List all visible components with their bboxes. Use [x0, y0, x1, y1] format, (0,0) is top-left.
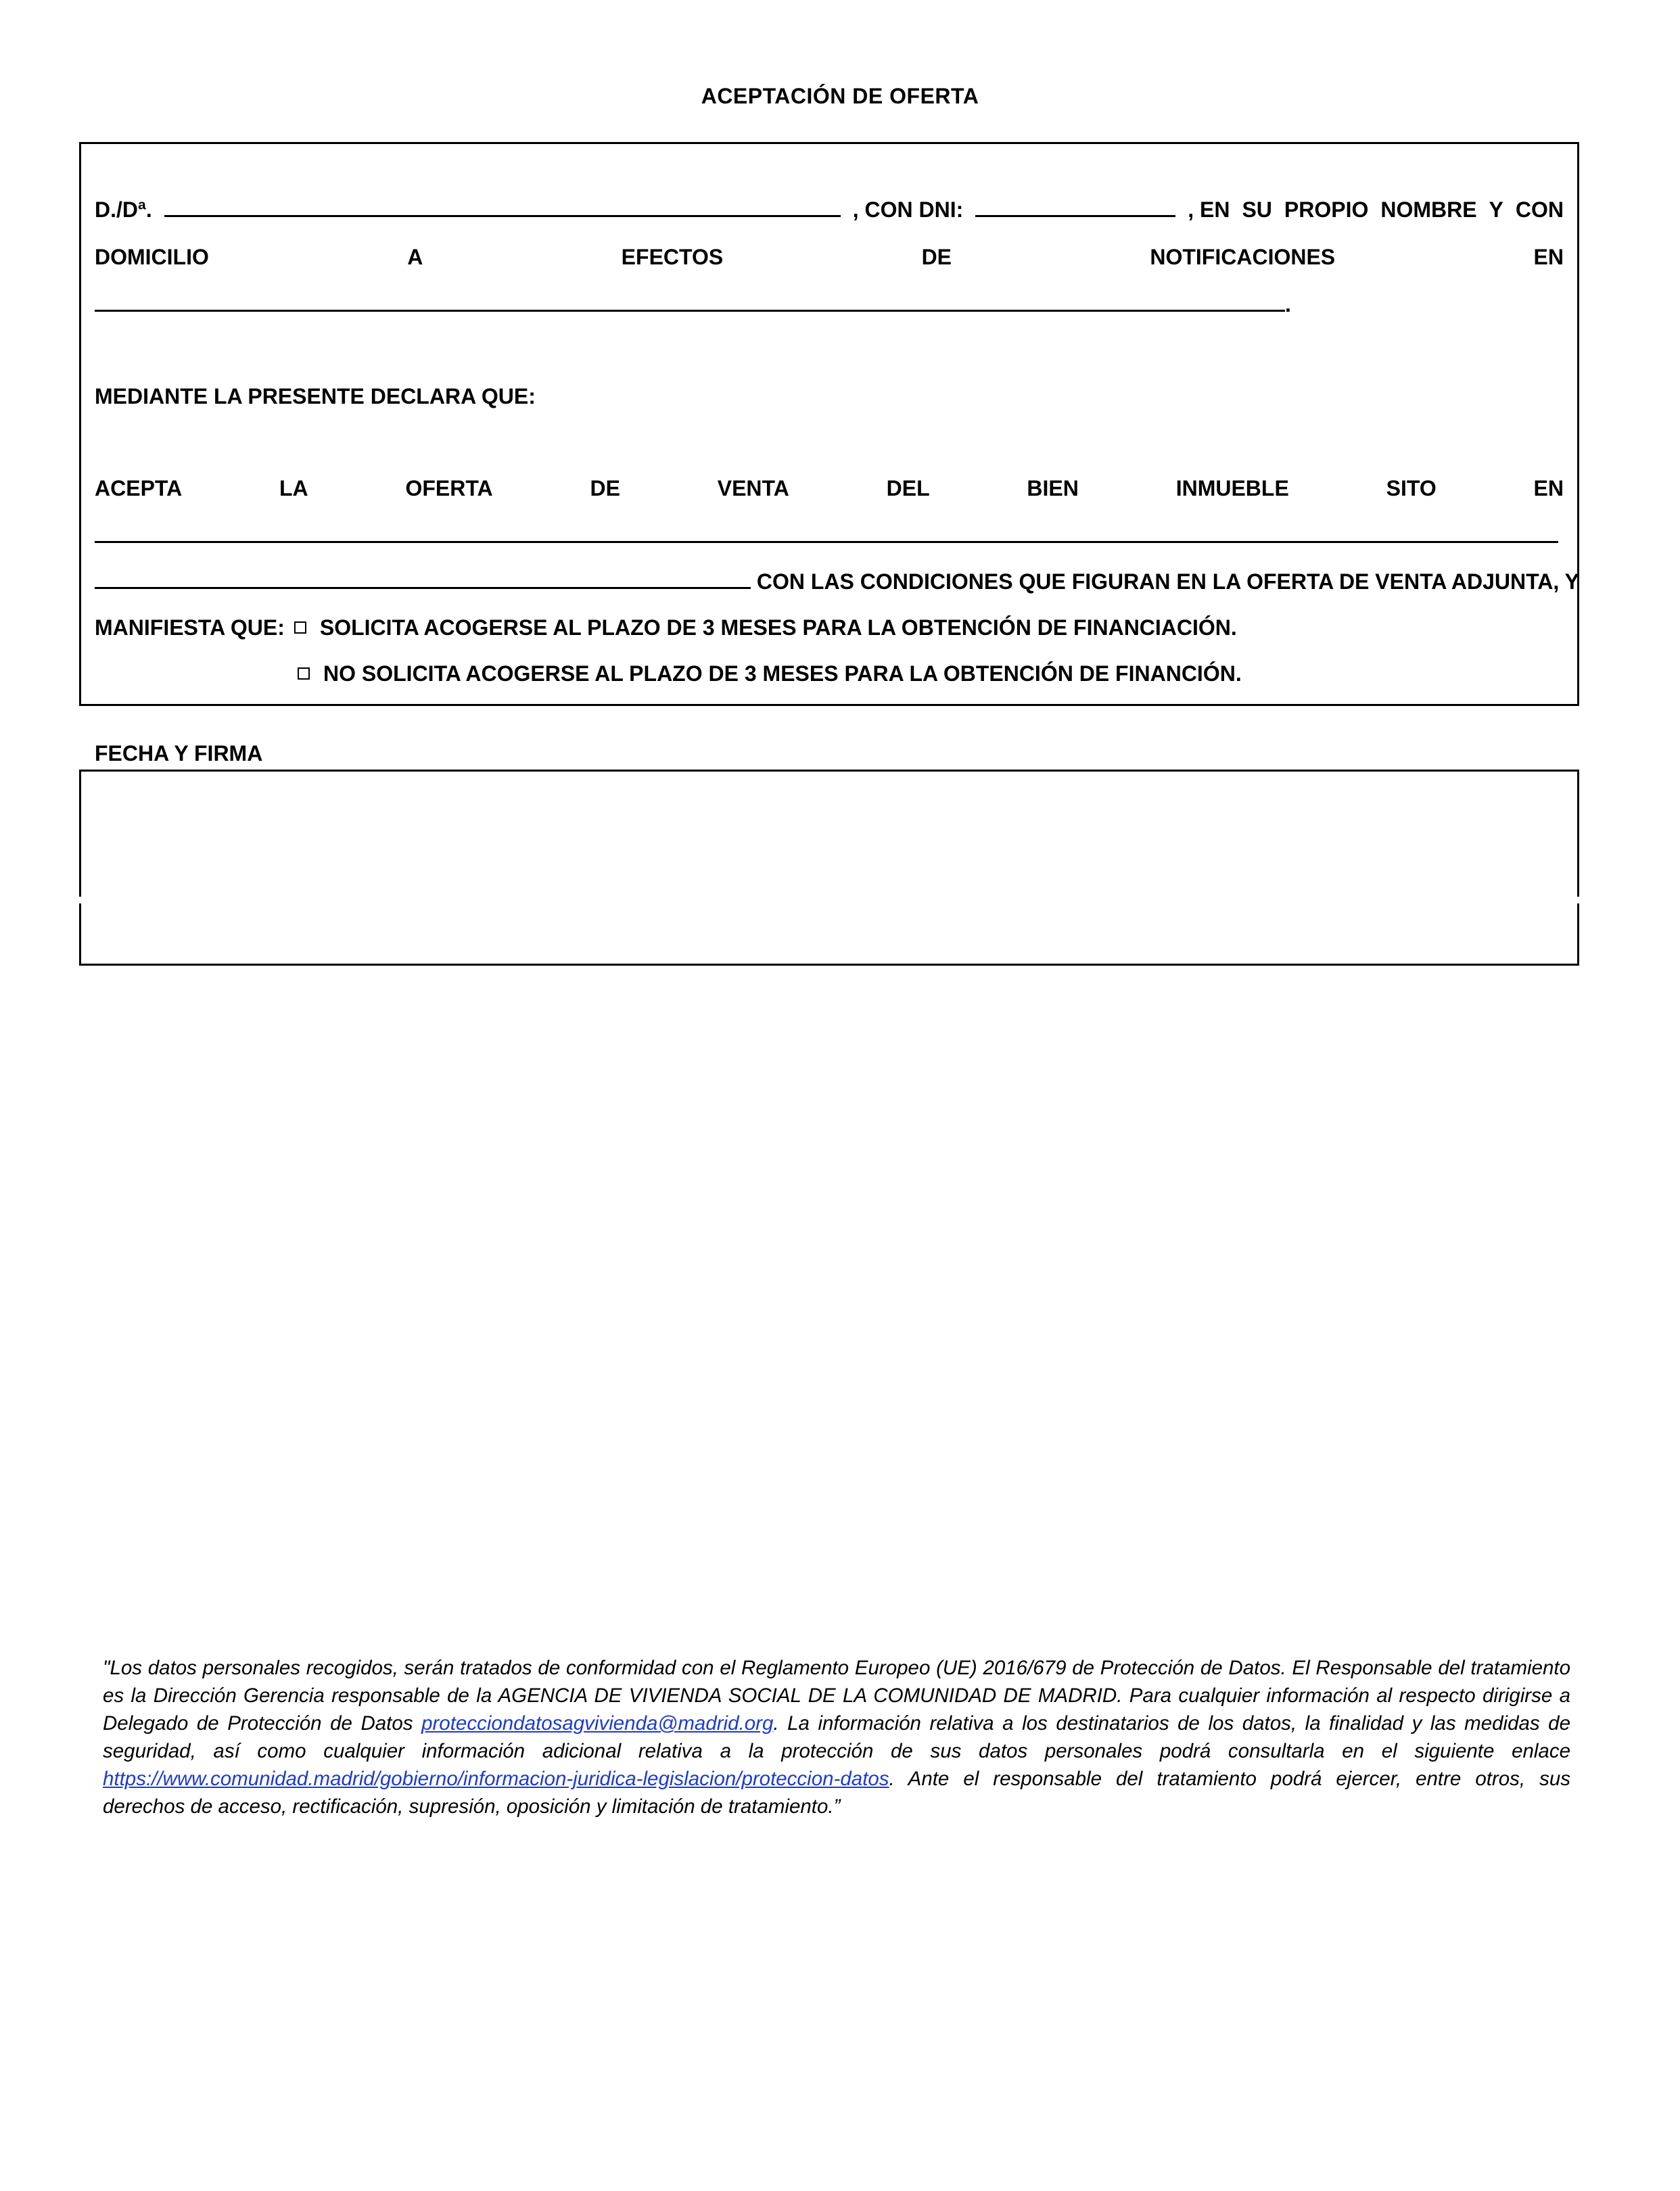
- domicile-word: EFECTOS: [621, 245, 724, 269]
- accept-word: ACEPTA: [95, 476, 183, 500]
- option-yes-text: SOLICITA ACOGERSE AL PLAZO DE 3 MESES PARA LA OBTENCIÓN DE FINANCIACIÓN.: [319, 615, 1237, 640]
- domicile-line: [95, 243, 1564, 270]
- name-field[interactable]: [164, 196, 841, 217]
- name-dni-line: [95, 196, 1564, 223]
- declaration-heading: MEDIANTE LA PRESENTE DECLARA QUE:: [95, 384, 536, 408]
- accept-word: BIEN: [1027, 476, 1079, 500]
- address-line: [95, 291, 1564, 318]
- dni-label: , CON DNI:: [852, 197, 964, 222]
- accept-word: LA: [279, 476, 308, 500]
- privacy-email-link[interactable]: protecciondatosagvivienda@madrid.org: [421, 1712, 774, 1735]
- option-yes-line: [95, 614, 1564, 641]
- accept-word: EN: [1533, 476, 1564, 500]
- own-name-word: SU: [1242, 197, 1272, 222]
- domicile-word: A: [407, 245, 423, 269]
- accept-word: OFERTA: [405, 476, 493, 500]
- option-no-text: NO SOLICITA ACOGERSE AL PLAZO DE 3 MESES PARA LA OBTENCIÓN DE FINANCIÓN.: [323, 661, 1242, 686]
- page-title: ACEPTACIÓN DE OFERTA: [701, 84, 979, 108]
- own-name-word: , EN: [1188, 197, 1230, 222]
- manifest-label: MANIFIESTA QUE:: [95, 615, 285, 640]
- signature-box-gap-left: [78, 897, 83, 903]
- name-prefix: D./Dª.: [95, 197, 152, 222]
- conditions-text: CON LAS CONDICIONES QUE FIGURAN EN LA OFERTA DE VENTA ADJUNTA, Y: [756, 569, 1579, 594]
- address-end: .: [1285, 292, 1291, 316]
- option-no-line: [95, 660, 1564, 687]
- own-name-word: Y: [1489, 197, 1503, 222]
- domicile-word: EN: [1533, 245, 1564, 269]
- accept-word: VENTA: [717, 476, 789, 500]
- accept-word: DE: [590, 476, 620, 500]
- option-no-checkbox[interactable]: [298, 667, 310, 680]
- accept-word: INMUEBLE: [1175, 476, 1289, 500]
- date-signature-box[interactable]: [79, 770, 1579, 966]
- privacy-text-1: "Los datos personales recogidos, serán tratados de conformidad con el Reglamento Europeo (UE) 2016/679 de Protección de Datos. El Responsable del tratamiento es la Dirección Gerencia responsable de la AGENCIA DE VIVIENDA SOCIAL DE LA COMUNIDAD DE MADRID. Para cualquier información al respecto dirigirse a Delegado de Protección de Datos: [103, 1657, 1570, 1735]
- privacy-text-3: . Ante el responsable del tratamiento podrá ejercer, entre otros, sus derechos de acceso, rectificación, supresión, oposición y limitación de tratamiento.”: [103, 1768, 1570, 1818]
- property-location-field-1[interactable]: [95, 522, 1558, 543]
- date-signature-label: FECHA Y FIRMA: [95, 741, 263, 765]
- accept-offer-line: [95, 475, 1564, 502]
- property-location-field-2[interactable]: [95, 568, 751, 589]
- accept-word: DEL: [886, 476, 930, 500]
- privacy-text-2: . La información relativa a los destinatarios de los datos, la finalidad y las medidas de seguridad, así como cualquier información adicional relativa a la protección de sus datos personales podrá consultarla en el siguiente enlace: [103, 1712, 1570, 1762]
- address-field[interactable]: [95, 291, 1285, 312]
- dni-field[interactable]: [975, 196, 1175, 217]
- conditions-line: [95, 568, 1579, 595]
- signature-box-gap-right: [1576, 897, 1580, 903]
- privacy-url-link[interactable]: https://www.comunidad.madrid/gobierno/informacion-juridica-legislacion/proteccion-datos: [103, 1768, 889, 1790]
- own-name-word: NOMBRE: [1380, 197, 1477, 222]
- own-name-word: PROPIO: [1284, 197, 1369, 222]
- domicile-word: DE: [921, 245, 952, 269]
- domicile-word: DOMICILIO: [95, 245, 209, 269]
- property-location-line-1: [95, 522, 1564, 549]
- privacy-notice: [103, 1654, 1570, 1820]
- domicile-word: NOTIFICACIONES: [1150, 245, 1336, 269]
- accept-word: SITO: [1386, 476, 1437, 500]
- own-name-word: CON: [1515, 197, 1564, 222]
- option-yes-checkbox[interactable]: [294, 621, 306, 634]
